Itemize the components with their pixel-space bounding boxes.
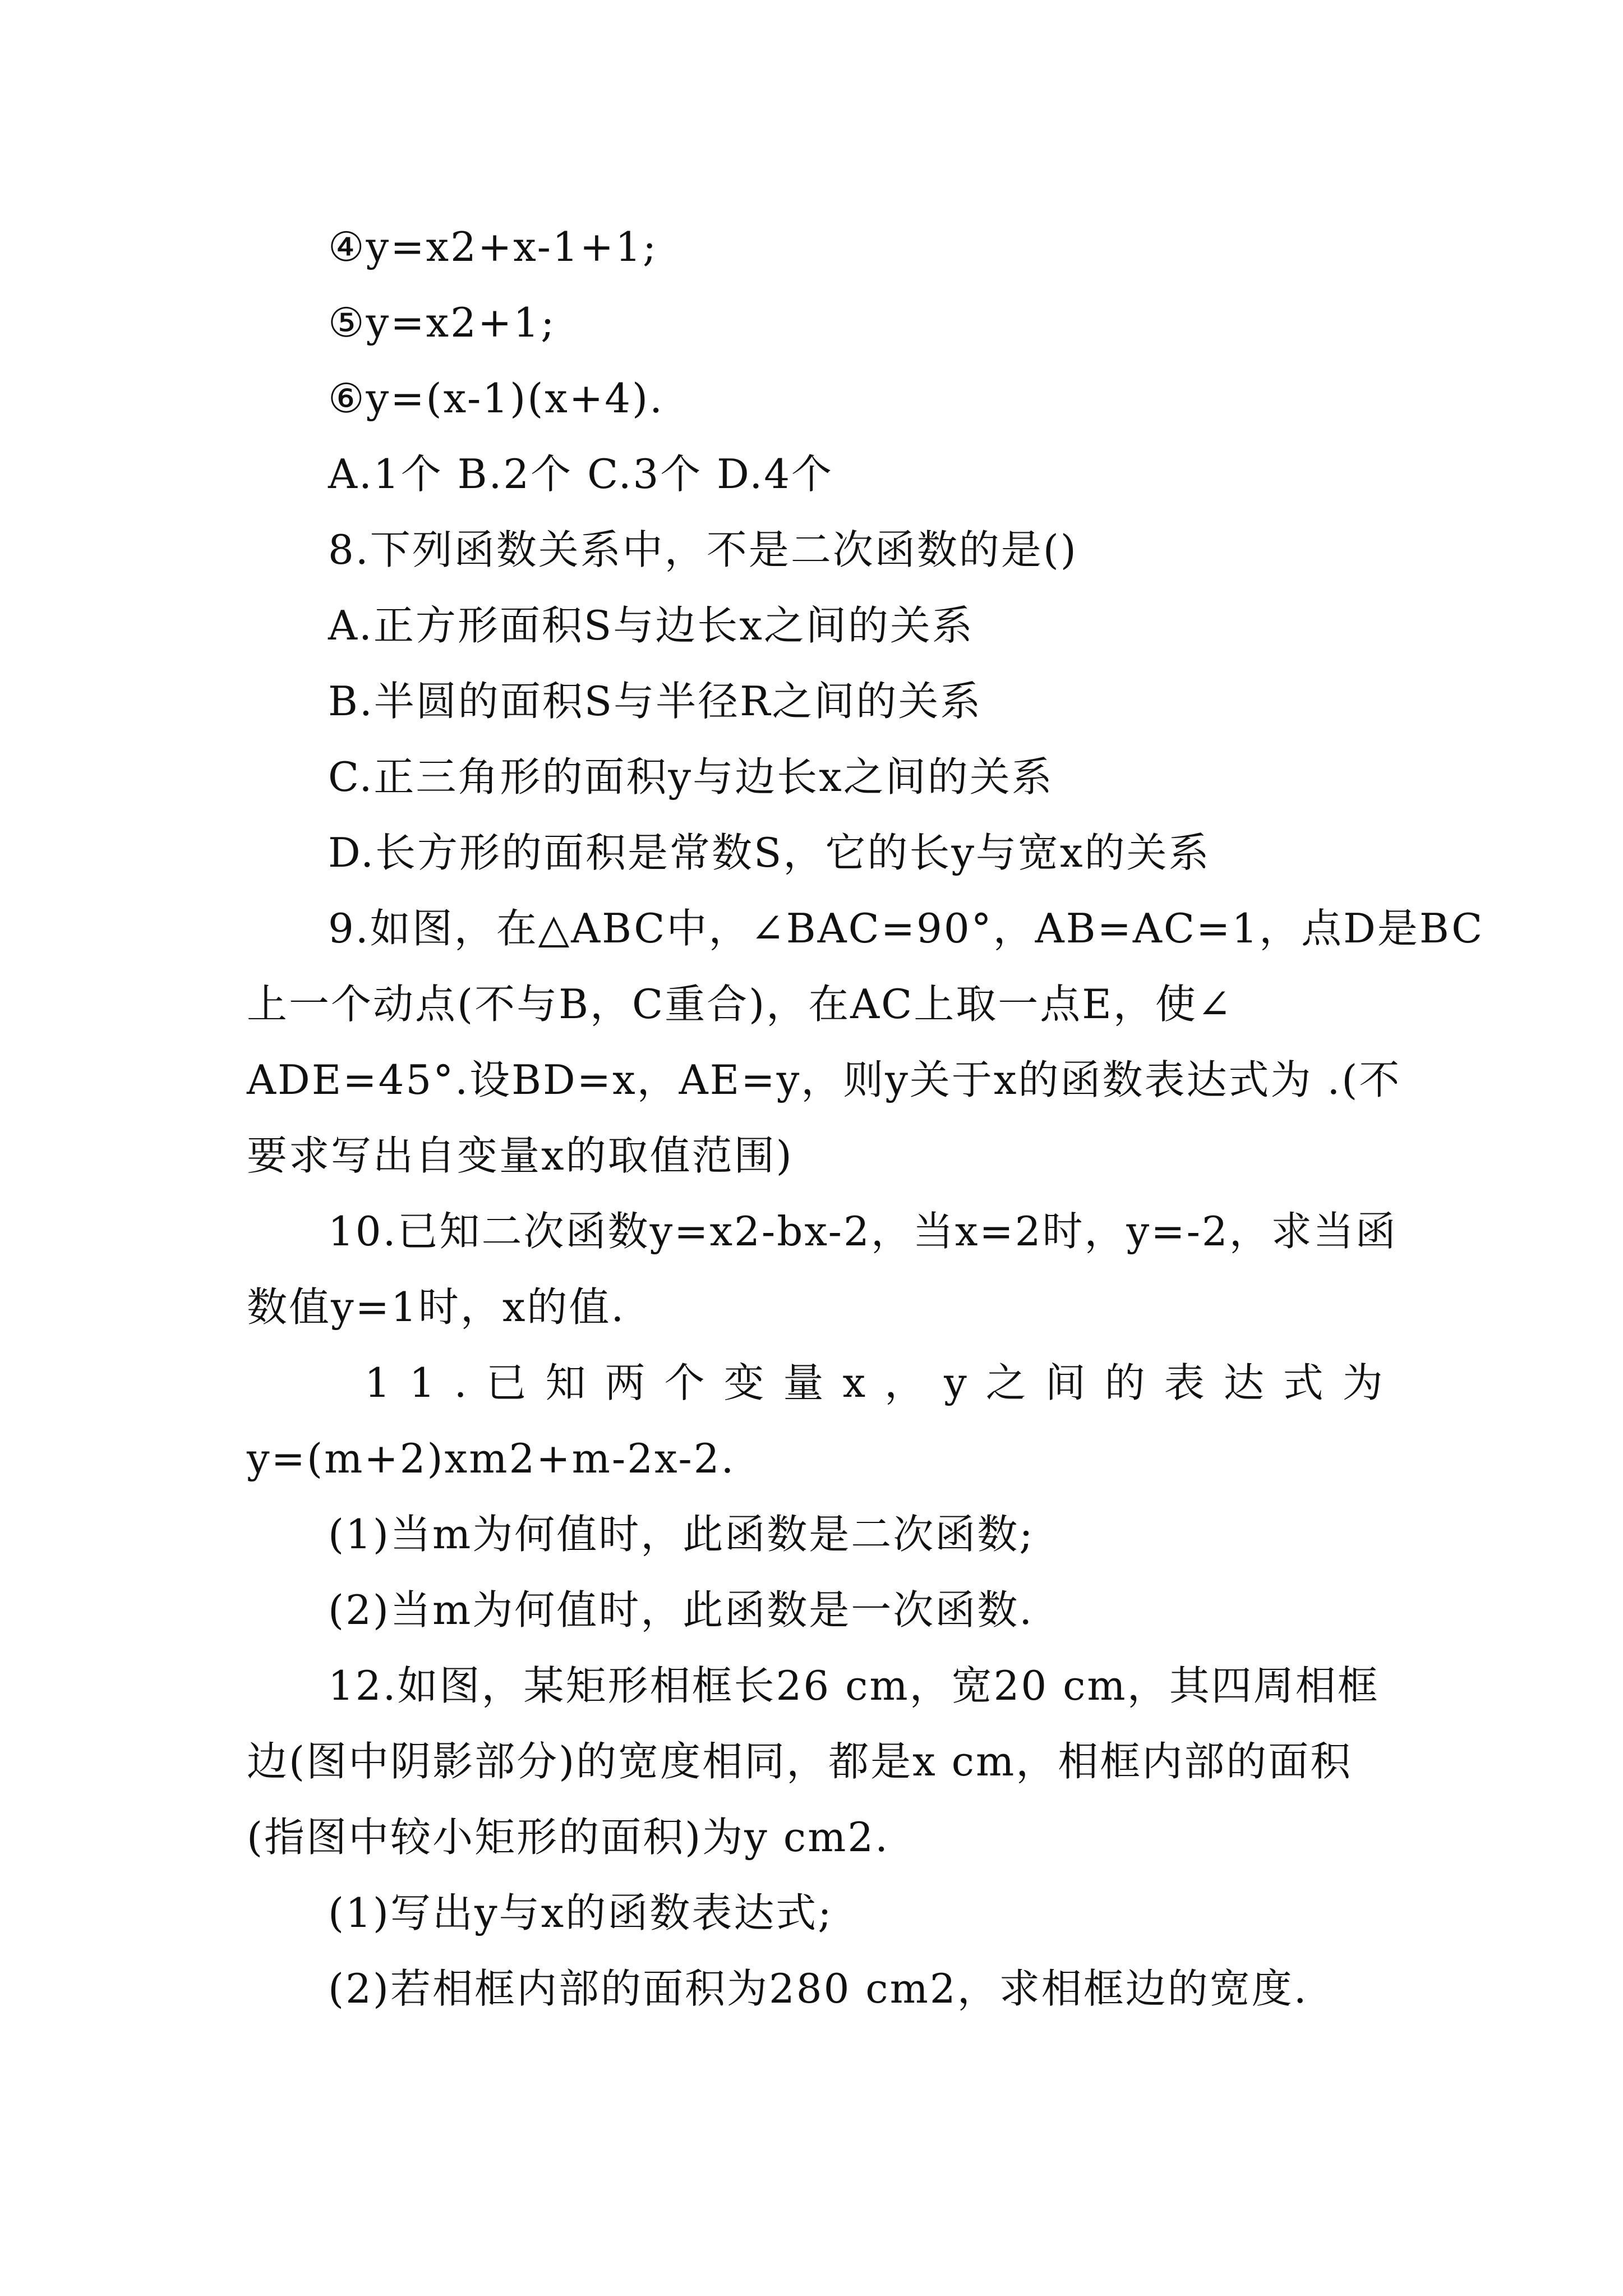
- q11-part-1: (1)当m为何值时，此函数是二次函数;: [328, 1511, 1035, 1558]
- q11-part-2: (2)当m为何值时，此函数是一次函数.: [328, 1586, 1034, 1634]
- q12-part-1: (1)写出y与x的函数表达式;: [328, 1889, 833, 1936]
- q9-stem-line-3: ADE=45°.设BD=x，AE=y，则y关于x的函数表达式为 .(不: [247, 1056, 1401, 1103]
- q8-choice-c: C.正三角形的面积y与边长x之间的关系: [328, 753, 1054, 800]
- q9-stem-line-4: 要求写出自变量x的取值范围): [247, 1132, 794, 1179]
- q11-stem-line-2: y=(m+2)xm2+m-2x-2.: [247, 1435, 736, 1482]
- q7-choices: A.1个 B.2个 C.3个 D.4个: [328, 450, 834, 498]
- q10-stem-line-1: 10.已知二次函数y=x2-bx-2，当x=2时，y=-2，求当函: [328, 1208, 1398, 1255]
- q8-choice-a: A.正方形面积S与边长x之间的关系: [328, 602, 974, 649]
- q12-part-2: (2)若相框内部的面积为280 cm2，求相框边的宽度.: [328, 1965, 1308, 2012]
- q12-stem-line-2: 边(图中阴影部分)的宽度相同，都是x cm，相框内部的面积: [247, 1738, 1353, 1785]
- q12-stem-line-1: 12.如图，某矩形相框长26 cm，宽20 cm，其四周相框: [328, 1662, 1380, 1709]
- option-6-line: ⑥y=(x-1)(x+4).: [328, 375, 665, 422]
- option-4-line: ④y=x2+x-1+1;: [328, 223, 658, 270]
- q9-stem-line-1: 9.如图，在△ABC中，∠BAC=90°，AB=AC=1，点D是BC: [328, 905, 1484, 952]
- q11-stem-line-1: 11.已知两个变量x，y之间的表达式为: [365, 1359, 1402, 1406]
- q12-stem-line-3: (指图中较小矩形的面积)为y cm2.: [247, 1814, 890, 1861]
- q10-stem-line-2: 数值y=1时，x的值.: [247, 1283, 626, 1331]
- q8-stem: 8.下列函数关系中，不是二次函数的是(): [328, 526, 1078, 573]
- q9-stem-line-2: 上一个动点(不与B，C重合)，在AC上取一点E，使∠: [247, 981, 1233, 1028]
- q8-choice-b: B.半圆的面积S与半径R之间的关系: [328, 678, 983, 725]
- q8-choice-d: D.长方形的面积是常数S，它的长y与宽x的关系: [328, 829, 1211, 876]
- option-5-line: ⑤y=x2+1;: [328, 299, 556, 346]
